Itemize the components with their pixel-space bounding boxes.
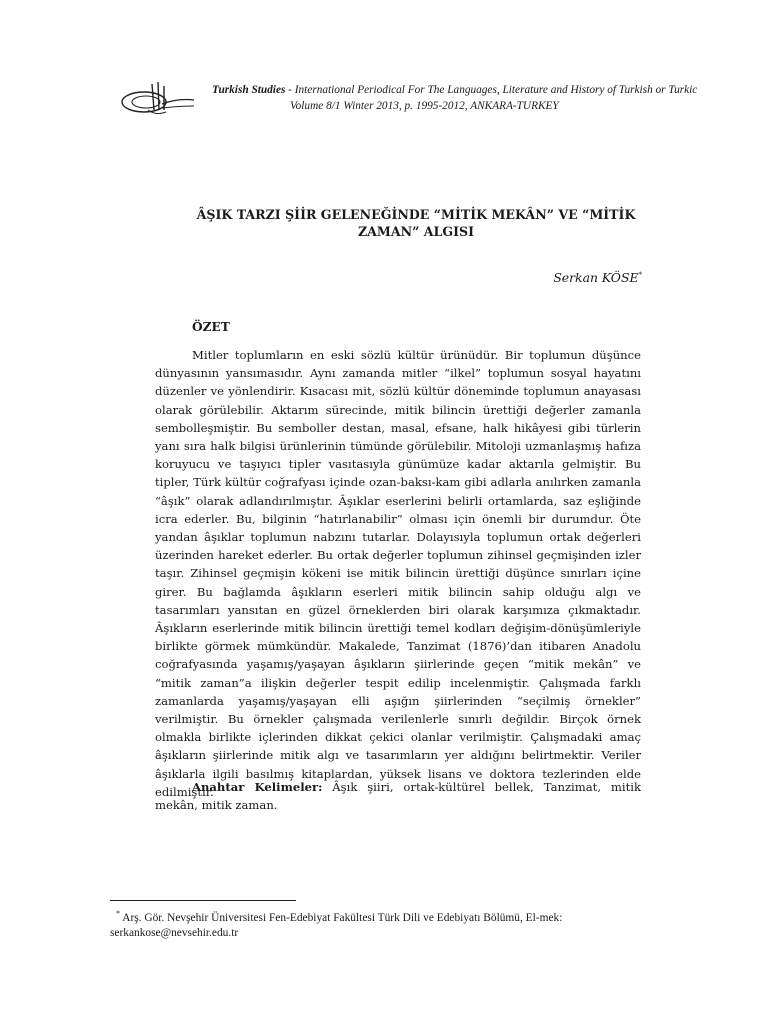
article-title-line-2: ZAMAN” ALGISI (357, 224, 475, 239)
keywords-label: Anahtar Kelimeler: (192, 780, 323, 794)
footnote-affiliation: Arş. Gör. Nevşehir Üniversitesi Fen-Edebiyat Fakültesi Türk Dili ve Edebiyatı Bölümü, El-mek: (120, 911, 563, 924)
keywords-paragraph (155, 778, 641, 814)
journal-title-line (212, 84, 698, 96)
tughra-seal-icon (118, 80, 196, 118)
abstract-paragraph: Mitler toplumların en eski sözlü kültür ürünüdür. Bir toplumun düşünce dünyasının yansımasıdır. Aynı zamanda mitler “ilkel” toplumun sosyal hayatını düzenler ve yönlendirir. Kısacası mit, sözlü kültür döneminde toplumun anayasası olarak görülebilir. Aktarım sürecinde, mitik bilincin ürettiği değerler zamanla sembolleşmiştir. Bu semboller destan, masal, efsane, halk hikâyesi gibi türlerin yanı sıra halk bilgisi ürünlerinin tümünde görülebilir. Mitoloji uzmanlaşmış hafıza koruyucu ve taşıyıcı tipler vasıtasıyla günümüze kadar aktarıla gelmiştir. Bu tipler, Türk kültür coğrafyası içinde ozan-baksı-kam gibi adlarla anılırken zamanla “âşık” olarak adlandırılmıştır. Âşıklar eserlerini belirli ortamlarda, saz eşliğinde icra ederler. Bu, bilginin “hatırlanabilir” olması için önemli bir durumdur. Öte yandan âşıklar toplumun nabzını tutarlar. Dolayısıyla toplumun ortak değerleri üzerinden hareket ederler. Bu ortak değerler toplumun zihinsel geçmişinden izler taşır. Zihinsel geçmişin kökeni ise mitik bilincin ürettiği düşünce sınırları içine girer. Bu bağlamda âşıkların eserleri mitik bilincin sahip olduğu algı ve tasarımları yansıtan en güzel örneklerden biri olarak karşımıza çıkmaktadır. Âşıkların eserlerinde mitik bilincin ürettiği temel kodları değişim-dönüşümleriyle birlikte görmek mümkündür. Makalede, Tanzimat (1876)’dan itibaren Anadolu coğrafyasında yaşamış/yaşayan âşıkların şiirlerinde geçen “mitik mekân” ve “mitik zaman”a ilişkin değerler tespit edilip incelenmiştir. Çalışmada farklı zamanlarda yaşamış/yaşayan elli aşığın şiirlerinden “seçilmiş örnekler” verilmiştir. Bu örnekler çalışmada verilenlerle sınırlı değildir. Birçok örnek olmakla birlikte içlerinden dikkat çekici olanlar verilmiştir. Çalışmadaki amaç âşıkların şiirlerinde mitik algı ve tasarımların yer aldığını belirtmektir. Veriler âşıklarla ilgili basılmış kitaplardan, yüksek lisans ve doktora tezlerinden elde edilmiştir. (155, 348, 641, 799)
abstract-heading: ÖZET (192, 320, 230, 334)
footnote (110, 906, 650, 941)
author-name-text: Serkan KÖSE (553, 270, 639, 285)
journal-volume-line: Volume 8/1 Winter 2013, p. 1995-2012, ANKARA-TURKEY (290, 100, 559, 112)
journal-subtitle: - International Periodical For The Languages, Literature and History of Turkish or Turkic (285, 84, 698, 96)
footnote-email: serkankose@nevsehir.edu.tr (110, 926, 239, 939)
article-title-line-1: ÂŞIK TARZI ŞİİR GELENEĞİNDE “MİTİK MEKÂN” VE “MİTİK (196, 207, 636, 222)
journal-name: Turkish Studies (212, 84, 286, 96)
journal-header (0, 78, 768, 118)
author-footnote-mark: * (638, 270, 642, 279)
article-title (188, 206, 644, 240)
footnote-line-1 (110, 906, 650, 926)
author-name (553, 270, 642, 285)
footnote-separator (110, 900, 296, 901)
keywords-text: Âşık şiiri, ortak-kültürel bellek, Tanzimat, mitik mekân, mitik zaman. (155, 780, 641, 813)
footnote-mark: * (116, 909, 120, 918)
